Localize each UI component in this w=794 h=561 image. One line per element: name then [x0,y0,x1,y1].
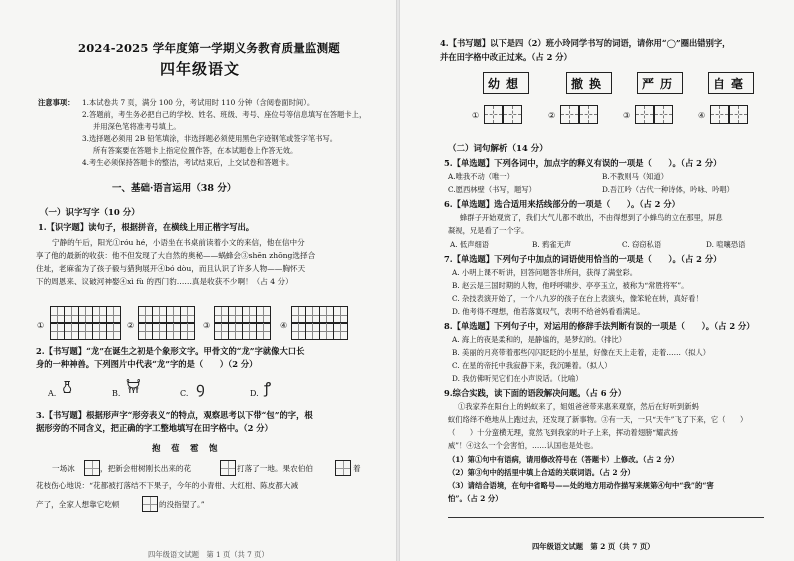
q7-heading: 7.【单选题】下列句子中加点的词语使用恰当的一项是（ ）。（占 2 分） [444,254,722,264]
q1-answer-grid-4b[interactable] [291,322,348,340]
note-3b: 所有答案要在答题卡上指定位置作答，在本试题卷上作答无效。 [93,146,298,155]
q1-line-4: 下的周恩来、议破河神娶④xì fù 的西门豹……真是收获不少啊！（占 4 分） [36,277,293,286]
q7-option-b[interactable]: B. 赵云是三国时期的人物，他呼呼啸步、亭亭玉立，被称为“常胜将军”。 [452,281,689,290]
q4-word-4[interactable]: 自毫 [708,72,754,94]
part-1-heading: （一）识字写字（10 分） [40,208,140,218]
q3-sentence-line-3b: 的没指望了。” [159,500,205,509]
q5-heading: 5.【单选题】下列各词中，加点字的释义有误的一项是（ ）。（占 2 分） [444,158,722,168]
q3-line-2: 据形旁的不同含义，把正确的字工整地填写在田字格中。（2 分） [36,423,273,433]
q7-option-a[interactable]: A. 小明上课不听讲，回答问题答非所问，获得了满堂彩。 [452,268,638,277]
q1-heading: 1.【识字题】读句子，根据拼音，在横线上用正楷字写出。 [38,222,255,232]
q9-passage-3: （ ）十分蛮横无理，竟然飞到我家的叶子上来，挥动着翅膀“耀武扬 [448,428,678,437]
q3-sentence-mid-2: 打落了一地。果农伯伯 [237,464,313,473]
q5-option-b[interactable]: B.不教则马（知道） [602,172,669,181]
q3-sentence-end: 着 [353,464,361,473]
q6-option-b[interactable]: B. 鸦雀无声 [532,240,572,249]
part-2-heading: （二）词句解析（14 分） [448,144,548,154]
left-page-footer: 四年级语文试题 第 1 页（共 7 页） [148,550,269,559]
q6-option-a[interactable]: A. 低声细语 [450,240,490,249]
q6-option-d[interactable]: D. 喧嚷恐语 [706,240,746,249]
q4-correction-grid-1b[interactable] [503,105,522,124]
q1-label-2: ② [127,321,135,330]
q9-sub-2: （2）第③句中的括里中填上合适的关联词语。（占 2 分） [448,468,635,477]
q6-passage-1: 蜂群子开始观赏了，我们大气儿都不敢出，不由得想到了小蜂鸟的立在那里，屏息 [460,213,723,222]
q4-correction-grid-3b[interactable] [654,105,673,124]
dragon-glyph-b: 𐃠 [126,379,141,397]
q9-sub-3b: 怕”。（占 2 分） [448,494,503,503]
q4-label-1: ① [472,111,480,120]
q3-blank-2[interactable] [220,460,236,476]
q7-option-c[interactable]: C. 杂技表演开始了，一个八九岁的孩子在台上表演头，像笨轮在转，真好看！ [452,294,703,303]
q4-correction-grid-2b[interactable] [579,105,598,124]
q1-label-1: ① [37,321,45,330]
q3-sentence-line-2: 花枝伤心地说：“花都被打落结不下果子，今年的小青柑、大红柑、陈皮都大减 [36,481,299,490]
q9-sub-1: （1）第①句中有语病，请用修改符号在（答题卡）上修改。（占 2 分） [448,455,679,464]
dragon-glyph-a: 𐃰 [62,379,73,397]
q4-correction-grid-3[interactable] [635,105,654,124]
q2-option-a[interactable]: A. [48,389,57,398]
q2-option-d[interactable]: D. [250,389,259,398]
q2-option-b[interactable]: B. [112,389,121,398]
q4-word-1[interactable]: 幼想 [483,72,529,94]
q3-word-bank: 抱 苞 雹 饱 [152,444,219,454]
q8-option-b[interactable]: B. 美丽的月亮带着那些闪闪眨眨的小星星，好像在天上走着，走着……（拟人） [452,348,711,357]
dragon-glyph-c: ꝯ [196,379,205,397]
note-2b: 并用深色笔将准考号填上。 [93,122,181,131]
q1-label-3: ③ [203,321,211,330]
q9-heading: 9.综合实践，读下面的语段解决问题。（占 6 分） [444,388,627,398]
q3-blank-1[interactable] [84,460,100,476]
q7-option-d[interactable]: D. 他考得不理想，他若落寞叹气，表明不给爸妈看看满足。 [452,307,645,316]
q4-correction-grid-2[interactable] [560,105,579,124]
q3-sentence-line-3a: 产了，全家人想靠它吃顿 [36,500,120,509]
q4-label-3: ③ [623,111,631,120]
page-left [0,0,396,561]
q4-line-2: 并在田字格中改正过来。（占 2 分） [440,52,572,62]
page-right [400,0,794,561]
q9-passage-2: 蚁们络绎不绝地从上跑过去，还发现了新事物。③有一天，一只“天牛”飞了下来，它（ ） [448,415,748,424]
q4-label-2: ② [548,111,556,120]
q6-heading: 6.【单选题】选合适用来括线部分的一项是（ ）。（占 2 分） [444,199,680,209]
q4-correction-grid-4[interactable] [710,105,729,124]
q3-blank-3[interactable] [335,460,351,476]
q3-line-1: 3.【书写题】根据形声字“形旁表义”的特点，观察思考以下带“包”的字，根 [36,410,313,420]
section-1-heading: 一、基础·语言运用（38 分） [112,183,237,194]
answer-line [448,517,764,518]
q4-correction-grid-1[interactable] [484,105,503,124]
q3-sentence-mid: ，把新会柑树刚长出来的花 [100,464,192,473]
exam-subject: 四年级语文 [160,60,241,78]
q1-answer-grid-2b[interactable] [138,322,195,340]
q2-line-1: 2.【书写题】“龙”在诞生之初是个象形文字。甲骨文的“龙”字就像大口长 [36,346,305,356]
q3-blank-4[interactable] [142,496,158,512]
q2-line-2: 身的一种神兽。下列图片中代表“龙”字的是（ ）（2 分） [36,359,258,369]
q8-option-d[interactable]: D. 我仿佛听见它们在小声说话。（比喻） [452,374,583,383]
q4-word-2[interactable]: 撤换 [566,72,612,94]
q6-option-c[interactable]: C. 窃窃私语 [622,240,662,249]
q5-option-a[interactable]: A.唯我不动（唯一） [448,172,514,181]
notes-label: 注意事项： [38,98,75,107]
q9-passage-1: ①我家养在阳台上的蚂蚁来了，姐姐爸爸带来惠来观察，然后在好听到新蚂 [458,402,699,411]
q5-option-d[interactable]: D.吾江吟（古代一种诗体，吟咏、吟唱） [602,185,734,194]
note-2: 2.答题前，考生务必把自己的学校、姓名、班级、考号、座位号等信息填写在答题卡上， [82,110,367,119]
note-1: 1.本试卷共 7 页，满分 100 分，考试用时 110 分钟（含阅卷面时间）。 [82,98,315,107]
q9-sub-3: （3）请结合语境，在句中省略号——处的地方用动作描写来规第④句中“我”的“害 [448,481,714,490]
q8-option-a[interactable]: A. 海上的夜是柔和的，是静谧的，是梦幻的。（排比） [452,335,627,344]
note-3: 3.选择题必须用 2B 铅笔填涂，非选择题必须使用黑色字迹钢笔或签字笔书写。 [82,134,338,143]
q1-answer-grid-3b[interactable] [214,322,271,340]
q3-sentence-start: 一场冰 [52,464,75,473]
q1-line-2: 享了他的最新的收获：他不但发现了大自然的奥秘——蜗蜂会③shēn zhōng选择合 [36,251,316,260]
q1-line-1: 宁静的午后，阳光①róu hé，小语坐在书桌前读着小文的来信，他在信中分 [52,238,305,247]
q8-heading: 8.【单选题】下列句子中，对运用的修辞手法判断有误的一项是（ ）。（占 2 分） [444,321,755,331]
q6-passage-2: 凝视，兄是看了一个字。 [448,226,529,235]
exam-title: 2024-2025 学年度第一学期义务教育质量监测题 [78,41,340,55]
q4-word-3[interactable]: 严历 [637,72,683,94]
q4-correction-grid-4b[interactable] [729,105,748,124]
note-4: 4.考生必须保持答题卡的整洁，考试结束后，上交试卷和答题卡。 [82,158,294,167]
q8-option-c[interactable]: C. 在星的帝托中我寂静下来，我沉睡着。（拟人） [452,361,612,370]
q9-passage-4: 威”！④这么一个会害怕，……认国也是处也。 [448,441,598,450]
q1-label-4: ④ [280,321,288,330]
q2-option-c[interactable]: C. [180,389,189,398]
q1-answer-grid-1b[interactable] [50,322,121,340]
dragon-glyph-d: ꝭ [264,379,272,397]
q4-line-1: 4.【书写题】以下是四（2）班小玲同学书写的词语，请你用“◯”圈出错别字， [440,38,731,48]
right-page-footer: 四年级语文试题 第 2 页（共 7 页） [532,542,655,551]
q4-label-4: ④ [698,111,706,120]
q1-line-3: 住址，老麻雀为了孩子毅与猎狗展开④bó dòu，而且认识了许多人物——胸怀天 [36,264,306,273]
q5-option-c[interactable]: C.愿西林壁（书写，题写） [448,185,536,194]
